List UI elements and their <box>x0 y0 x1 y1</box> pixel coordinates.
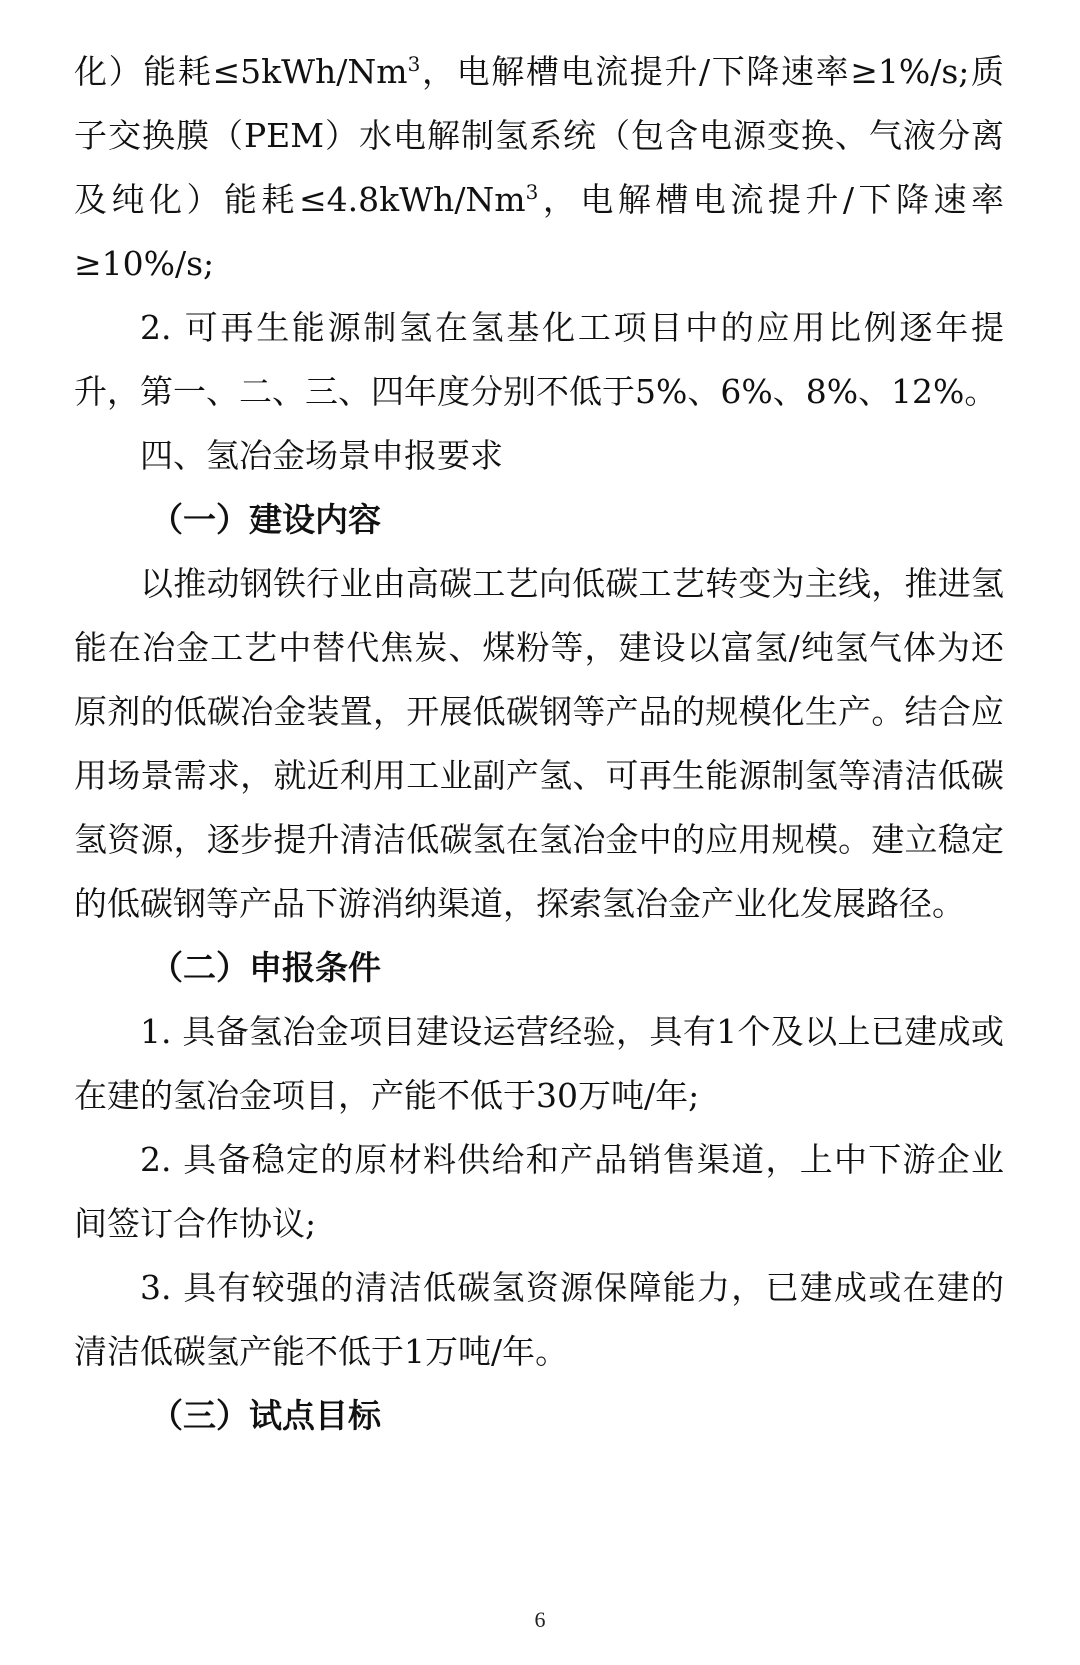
subsection-heading-construction: （一）建设内容 <box>150 500 381 539</box>
paragraph-condition-1: 1. 具备氢冶金项目建设运营经验，具有1个及以上已建成或在建的氢冶金项目，产能不低于30万吨/年; <box>74 1012 1004 1115</box>
paragraph-condition-3: 3. 具有较强的清洁低碳氢资源保障能力，已建成或在建的清洁低碳氢产能不低于1万吨/年。 <box>74 1268 1004 1371</box>
document-page <box>74 40 1004 1448</box>
paragraph-continued <box>74 40 1004 296</box>
text-segment: 化）能耗≤5kWh/Nm <box>74 52 408 91</box>
text-segment: ，电解槽电流提升/下降速率≥10%/s; <box>74 180 1004 283</box>
text-segment: ，电解槽电流提升/下降速率≥1%/s;质子交换膜（PEM）水电解制氢系统（包含电源变换、气液分离及纯化）能耗≤4.8kWh/Nm <box>74 52 1004 219</box>
subsection-heading-conditions: （二）申报条件 <box>150 948 381 987</box>
paragraph-item-2: 2. 可再生能源制氢在氢基化工项目中的应用比例逐年提升，第一、二、三、四年度分别不低于5%、6%、8%、12%。 <box>74 308 1004 411</box>
paragraph-construction-content: 以推动钢铁行业由高碳工艺向低碳工艺转变为主线，推进氢能在冶金工艺中替代焦炭、煤粉等，建设以富氢/纯氢气体为还原剂的低碳冶金装置，开展低碳钢等产品的规模化生产。结合应用场景需求，就近利用工业副产氢、可再生能源制氢等清洁低碳氢资源，逐步提升清洁低碳氢在氢冶金中的应用规模。建立稳定的低碳钢等产品下游消纳渠道，探索氢冶金产业化发展路径。 <box>74 564 1004 923</box>
subsection-heading-goals: （三）试点目标 <box>150 1396 381 1435</box>
section-heading: 四、氢冶金场景申报要求 <box>140 436 503 475</box>
page-number: 6 <box>534 1607 546 1632</box>
superscript: 3 <box>407 52 421 76</box>
superscript: 3 <box>525 180 539 204</box>
paragraph-condition-2: 2. 具备稳定的原材料供给和产品销售渠道，上中下游企业间签订合作协议; <box>74 1140 1004 1243</box>
